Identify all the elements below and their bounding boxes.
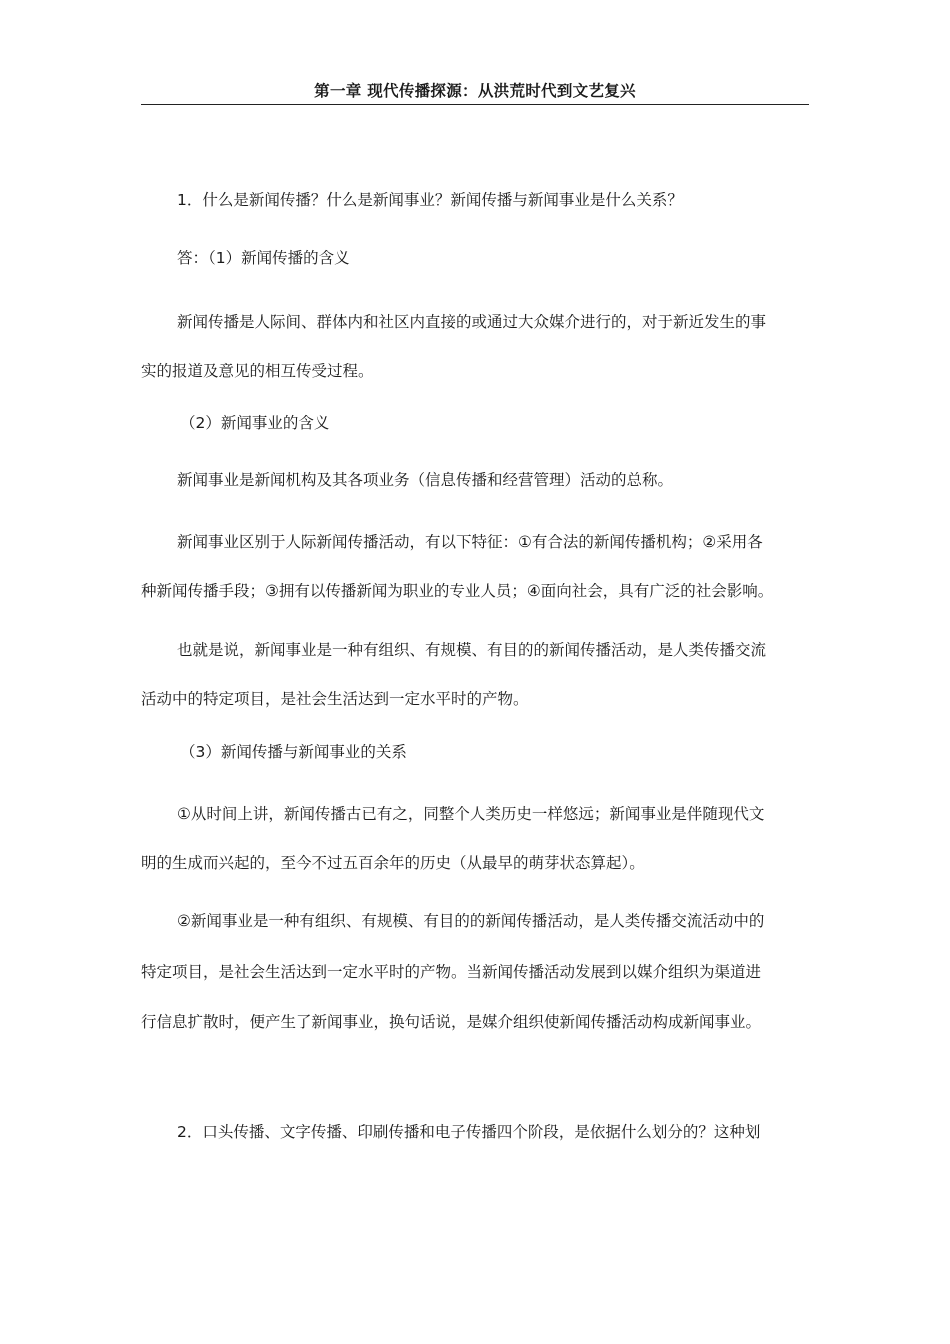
paragraph-2: 新闻事业是新闻机构及其各项业务（信息传播和经营管理）活动的总称。 xyxy=(177,471,674,489)
paragraph-4-line-1: 也就是说，新闻事业是一种有组织、有规模、有目的的新闻传播活动，是人类传播交流 xyxy=(177,641,767,659)
answer-subheading-3: （3）新闻传播与新闻事业的关系 xyxy=(180,743,407,761)
paragraph-6-line-3: 行信息扩散时，便产生了新闻事业，换句话说，是媒介组织使新闻传播活动构成新闻事业。 xyxy=(141,1013,762,1031)
paragraph-6-line-1: ②新闻事业是一种有组织、有规模、有目的的新闻传播活动，是人类传播交流活动中的 xyxy=(177,912,765,930)
paragraph-3-line-1: 新闻事业区别于人际新闻传播活动，有以下特征：①有合法的新闻传播机构；②采用各 xyxy=(177,533,763,551)
paragraph-5-line-2: 明的生成而兴起的，至今不过五百余年的历史（从最早的萌芽状态算起）。 xyxy=(141,854,645,872)
paragraph-3-line-2: 种新闻传播手段；③拥有以传播新闻为职业的专业人员；④面向社会，具有广泛的社会影响。 xyxy=(141,582,774,600)
paragraph-6-line-2: 特定项目，是社会生活达到一定水平时的产物。当新闻传播活动发展到以媒介组织为渠道进 xyxy=(141,963,762,981)
paragraph-5-line-1: ①从时间上讲，新闻传播古已有之，同整个人类历史一样悠远；新闻事业是伴随现代文 xyxy=(177,805,765,823)
question-2: 2．口头传播、文字传播、印刷传播和电子传播四个阶段，是依据什么划分的？这种划 xyxy=(177,1123,761,1141)
answer-subheading-1: 答：（1）新闻传播的含义 xyxy=(177,249,350,267)
paragraph-1-line-1: 新闻传播是人际间、群体内和社区内直接的或通过大众媒介进行的，对于新近发生的事 xyxy=(177,313,767,331)
chapter-header: 第一章 现代传播探源：从洪荒时代到文艺复兴 xyxy=(141,80,809,105)
answer-subheading-2: （2）新闻事业的含义 xyxy=(180,414,330,432)
question-1: 1．什么是新闻传播？什么是新闻事业？新闻传播与新闻事业是什么关系？ xyxy=(177,191,683,209)
paragraph-1-line-2: 实的报道及意见的相互传受过程。 xyxy=(141,362,374,380)
paragraph-4-line-2: 活动中的特定项目，是社会生活达到一定水平时的产物。 xyxy=(141,690,529,708)
